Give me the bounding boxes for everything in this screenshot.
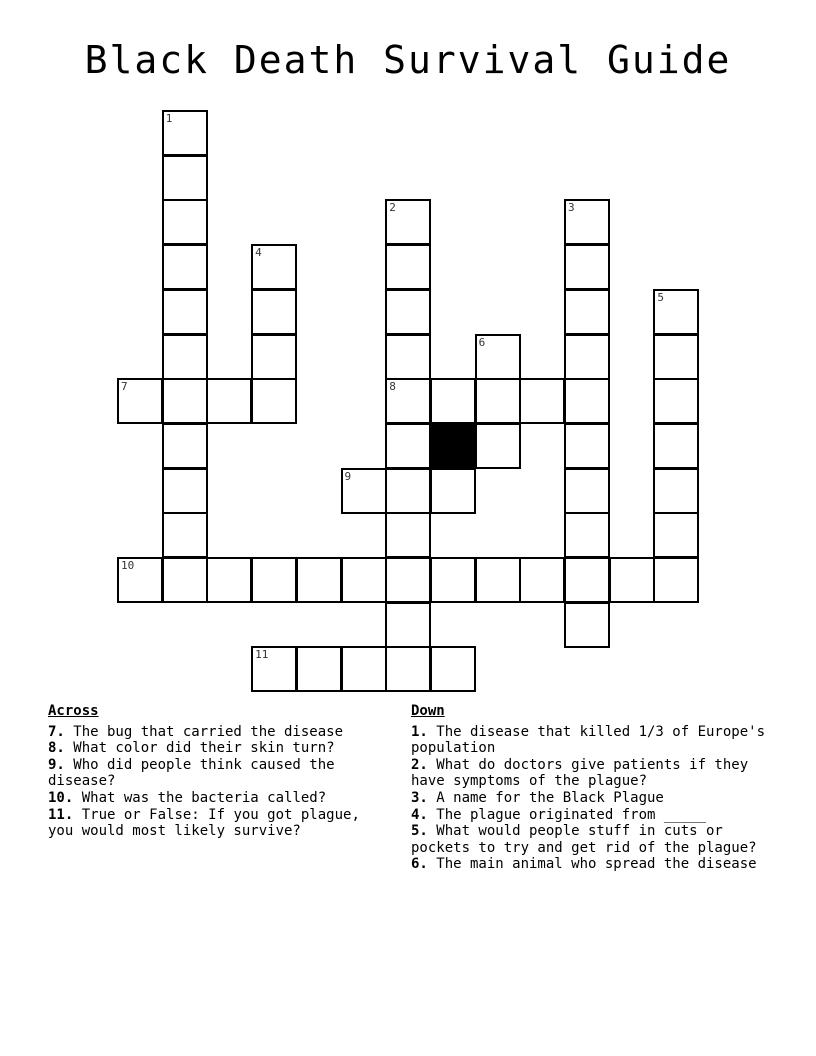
grid-cell[interactable] — [653, 289, 699, 335]
clue-number: 9. — [48, 756, 65, 773]
grid-cell[interactable] — [385, 289, 431, 335]
clue-text: The bug that carried the disease — [64, 723, 344, 740]
across-clue-9 — [48, 757, 393, 790]
grid-cell[interactable] — [385, 646, 431, 692]
down-clues — [411, 703, 771, 873]
grid-cell[interactable] — [162, 468, 208, 514]
grid-cell[interactable] — [653, 423, 699, 469]
grid-cell[interactable] — [653, 557, 699, 603]
grid-cell[interactable] — [206, 557, 252, 603]
clue-number: 3. — [411, 789, 428, 806]
grid-cell[interactable] — [162, 244, 208, 290]
across-clue-11 — [48, 807, 393, 840]
clue-text: True or False: If you got plague, you would most likely survive? — [48, 806, 360, 840]
grid-cell[interactable] — [341, 468, 387, 514]
grid-cell[interactable] — [385, 378, 431, 424]
grid-cell[interactable] — [385, 512, 431, 558]
across-clue-7 — [48, 724, 393, 741]
grid-cell[interactable] — [206, 378, 252, 424]
grid-cell[interactable] — [609, 557, 655, 603]
grid-cell[interactable] — [564, 378, 610, 424]
grid-cell[interactable] — [162, 423, 208, 469]
grid-cell[interactable] — [162, 199, 208, 245]
grid-cell[interactable] — [385, 557, 431, 603]
black-square — [430, 423, 476, 469]
grid-cell[interactable] — [564, 244, 610, 290]
clue-text: The plague originated from _____ — [427, 806, 707, 823]
down-clue-5 — [411, 823, 771, 856]
clue-text: The disease that killed 1/3 of Europe's population — [411, 723, 766, 757]
clue-text: What do doctors give patients if they have symptoms of the plague? — [411, 756, 749, 790]
grid-cell[interactable] — [251, 557, 297, 603]
grid-cell[interactable] — [564, 468, 610, 514]
grid-cell[interactable] — [519, 557, 565, 603]
grid-cell[interactable] — [251, 244, 297, 290]
across-clues — [48, 703, 393, 840]
clue-number: 7. — [48, 723, 65, 740]
down-clue-2 — [411, 757, 771, 790]
grid-cell[interactable] — [564, 512, 610, 558]
cell-number: 3 — [568, 201, 575, 215]
cell-number: 2 — [389, 201, 396, 215]
grid-cell[interactable] — [653, 378, 699, 424]
clue-number: 8. — [48, 740, 65, 757]
grid-cell[interactable] — [475, 423, 521, 469]
grid-cell[interactable] — [162, 378, 208, 424]
grid-cell[interactable] — [653, 334, 699, 380]
cell-number: 1 — [165, 112, 173, 125]
clue-text: What was the bacteria called? — [73, 789, 327, 806]
clue-number: 10. — [48, 789, 74, 806]
cell-number: 11 — [255, 648, 269, 662]
grid-cell[interactable] — [117, 557, 163, 603]
grid-cell[interactable] — [251, 646, 297, 692]
down-clue-4 — [411, 807, 771, 824]
grid-cell[interactable] — [475, 557, 521, 603]
clue-number: 5. — [411, 823, 428, 840]
cell-number: 9 — [344, 469, 352, 483]
grid-cell[interactable] — [430, 646, 476, 692]
grid-cell[interactable] — [251, 289, 297, 335]
cell-number: 4 — [255, 246, 262, 260]
down-clue-1 — [411, 724, 771, 757]
across-clue-10 — [48, 790, 393, 807]
clue-number: 2. — [411, 756, 428, 773]
grid-cell[interactable] — [385, 244, 431, 290]
grid-cell[interactable] — [475, 334, 521, 380]
grid-cell[interactable] — [564, 334, 610, 380]
grid-cell[interactable] — [162, 334, 208, 380]
clue-number: 11. — [48, 806, 74, 823]
clue-text: The main animal who spread the disease — [427, 856, 757, 873]
cell-number: 10 — [121, 559, 135, 572]
clue-number: 1. — [411, 723, 428, 740]
clue-text: What color did their skin turn? — [64, 740, 335, 757]
grid-cell[interactable] — [430, 468, 476, 514]
across-clue-list — [48, 724, 393, 840]
grid-cell[interactable] — [653, 468, 699, 514]
grid-cell[interactable] — [564, 199, 610, 245]
cell-number: 6 — [478, 335, 486, 349]
grid-cell[interactable] — [385, 199, 431, 245]
grid-cell[interactable] — [385, 423, 431, 469]
down-clue-6 — [411, 856, 771, 873]
cell-number: 5 — [657, 290, 665, 304]
grid-cell[interactable] — [162, 557, 208, 603]
grid-cell[interactable] — [296, 557, 342, 603]
down-clue-3 — [411, 790, 771, 807]
down-clue-list — [411, 724, 771, 873]
grid-cell[interactable] — [385, 334, 431, 380]
grid-cell[interactable] — [385, 602, 431, 648]
grid-cell[interactable] — [519, 378, 565, 424]
grid-cell[interactable] — [564, 602, 610, 648]
grid-cell[interactable] — [341, 646, 387, 692]
across-heading: Across — [48, 703, 99, 719]
clue-text: A name for the Black Plague — [427, 789, 664, 806]
clue-text: What would people stuff in cuts or pockets to try and get rid of the plague? — [411, 823, 757, 856]
grid-cell[interactable] — [296, 646, 342, 692]
down-heading: Down — [411, 703, 445, 719]
cell-number: 7 — [121, 380, 128, 394]
grid-cell[interactable] — [162, 110, 208, 156]
clue-text: Who did people think caused the disease? — [48, 756, 335, 790]
grid-cell[interactable] — [385, 468, 431, 514]
grid-cell[interactable] — [162, 289, 208, 335]
grid-cell[interactable] — [117, 378, 163, 424]
grid-cell[interactable] — [564, 423, 610, 469]
grid-cell[interactable] — [475, 378, 521, 424]
across-clue-8 — [48, 740, 393, 757]
grid-cell[interactable] — [430, 557, 476, 603]
grid-cell[interactable] — [162, 155, 208, 201]
grid-cell[interactable] — [251, 334, 297, 380]
grid-cell[interactable] — [251, 378, 297, 424]
cell-number: 8 — [389, 380, 396, 394]
grid-cell[interactable] — [564, 289, 610, 335]
clue-number: 4. — [411, 806, 428, 823]
clue-number: 6. — [411, 856, 428, 873]
grid-cell[interactable] — [162, 512, 208, 558]
puzzle-title: Black Death Survival Guide — [84, 38, 732, 82]
grid-cell[interactable] — [564, 557, 610, 603]
grid-cell[interactable] — [430, 378, 476, 424]
grid-cell[interactable] — [341, 557, 387, 603]
grid-cell[interactable] — [653, 512, 699, 558]
